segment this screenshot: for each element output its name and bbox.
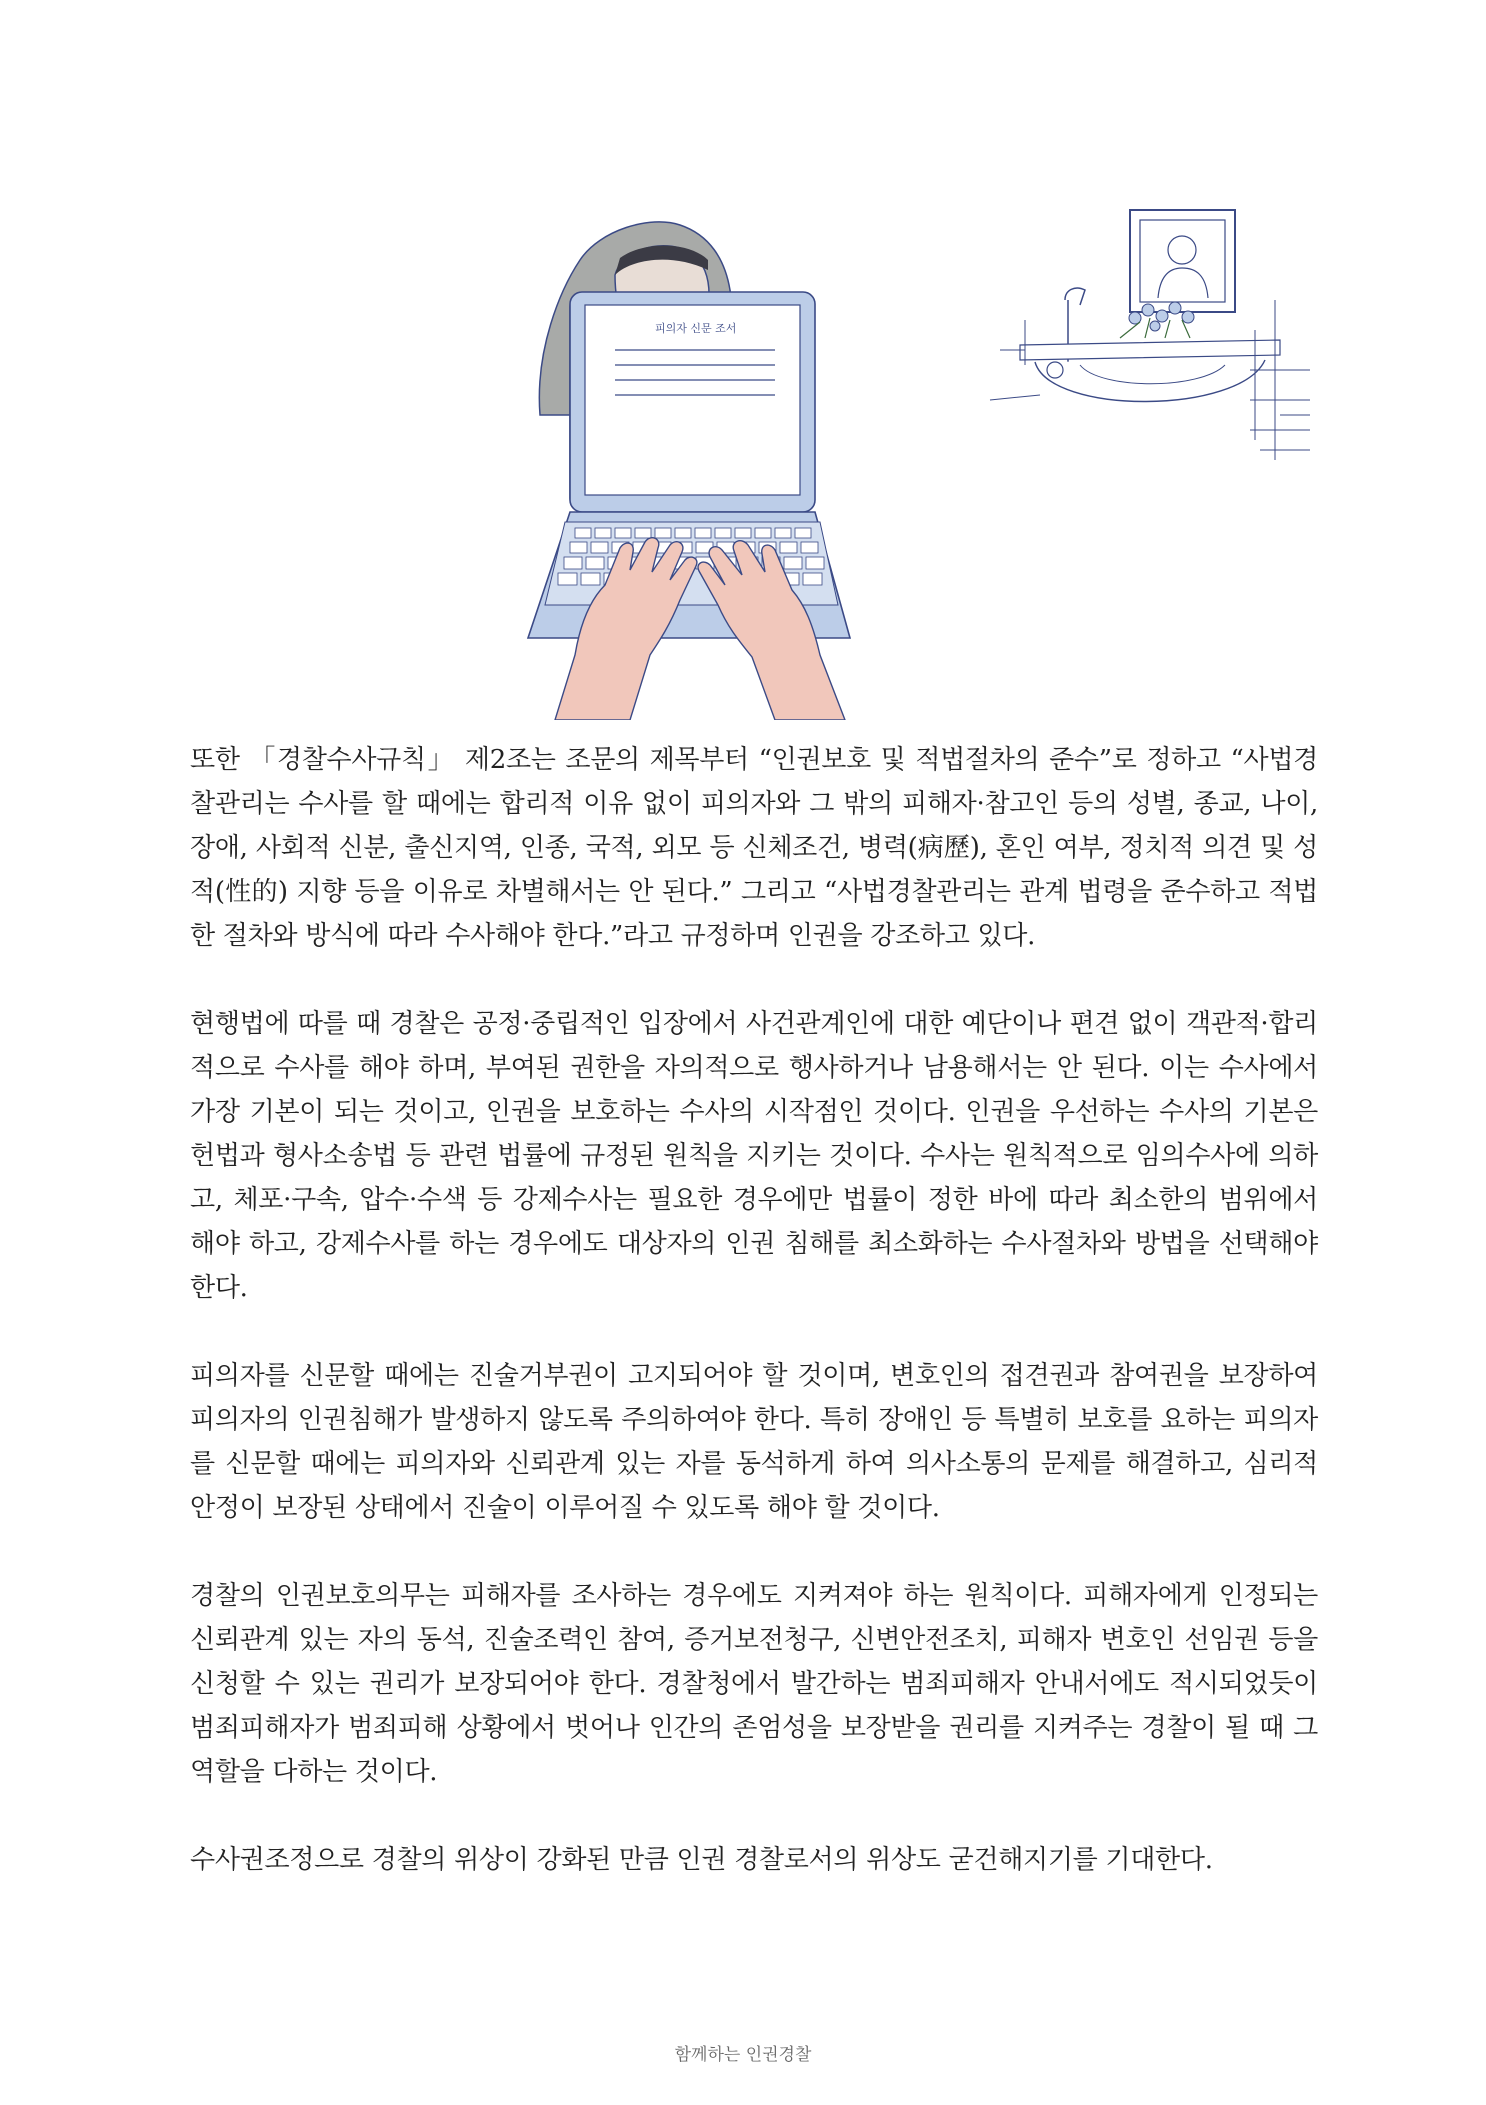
body-text xyxy=(190,738,1318,1882)
paragraph-5: 수사권조정으로 경찰의 위상이 강화된 만큼 인권 경찰로서의 위상도 굳건해지기를 기대한다. xyxy=(190,1845,1213,1875)
paragraph-3: 피의자를 신문할 때에는 진술거부권이 고지되어야 할 것이며, 변호인의 접견권과 참여권을 보장하여 피의자의 인권침해가 발생하지 않도록 주의하여야 한다. 특히 장애인 등 특별히 보호를 요하는 피의자를 신문할 때에는 피의자와 신뢰관계 있는 자를 동석하게 하여 의사소통의 문제를 해결하고, 심리적 안정이 보장된 상태에서 진술이 이루어질 수 있도록 해야 할 것이다. xyxy=(190,1361,1318,1523)
laptop-actual xyxy=(528,292,850,638)
paragraph-2: 현행법에 따를 때 경찰은 공정·중립적인 입장에서 사건관계인에 대한 예단이나 편견 없이 객관적·합리적으로 수사를 해야 하며, 부여된 권한을 자의적으로 행사하거나 남용해서는 안 된다. 이는 수사에서 가장 기본이 되는 것이고, 인권을 보호하는 수사의 시작점인 것이다. 인권을 우선하는 수사의 기본은 헌법과 형사소송법 등 관련 법률에 규정된 원칙을 지키는 것이다. 수사는 원칙적으로 임의수사에 의하고, 체포·구속, 압수·수색 등 강제수사는 필요한 경우에만 법률이 정한 바에 따라 최소한의 범위에서 해야 하고, 강제수사를 하는 경우에도 대상자의 인권 침해를 최소화하는 수사절차와 방법을 선택해야 한다. xyxy=(190,1009,1318,1303)
laptop-screen-title: 피의자 신문 조서 xyxy=(655,322,737,335)
sink-flowers-icon xyxy=(990,288,1310,460)
investigation-illustration xyxy=(520,200,1310,720)
paragraph-4: 경찰의 인권보호의무는 피해자를 조사하는 경우에도 지켜져야 하는 원칙이다. 피해자에게 인정되는 신뢰관계 있는 자의 동석, 진술조력인 참여, 증거보전청구, 신변안전조치, 피해자 변호인 선임권 등을 신청할 수 있는 권리가 보장되어야 한다. 경찰청에서 발간하는 범죄피해자 안내서에도 적시되었듯이 범죄피해자가 범죄피해 상황에서 벗어나 인간의 존엄성을 보장받을 권리를 지켜주는 경찰이 될 때 그 역할을 다하는 것이다. xyxy=(190,1581,1318,1787)
memorial-frame-icon xyxy=(1130,210,1235,312)
page-footer: 함께하는 인권경찰 xyxy=(674,2045,812,2065)
paragraph-1: 또한 「경찰수사규칙」 제2조는 조문의 제목부터 “인권보호 및 적법절차의 준수”로 정하고 “사법경찰관리는 수사를 할 때에는 합리적 이유 없이 피의자와 그 밖의 피해자·참고인 등의 성별, 종교, 나이, 장애, 사회적 신분, 출신지역, 인종, 국적, 외모 등 신체조건, 병력(病歷), 혼인 여부, 정치적 의견 및 성적(性的) 지향 등을 이유로 차별해서는 안 된다.” 그리고 “사법경찰관리는 관계 법령을 준수하고 적법한 절차와 방식에 따라 수사해야 한다.”라고 규정하며 인권을 강조하고 있다. xyxy=(190,745,1318,951)
